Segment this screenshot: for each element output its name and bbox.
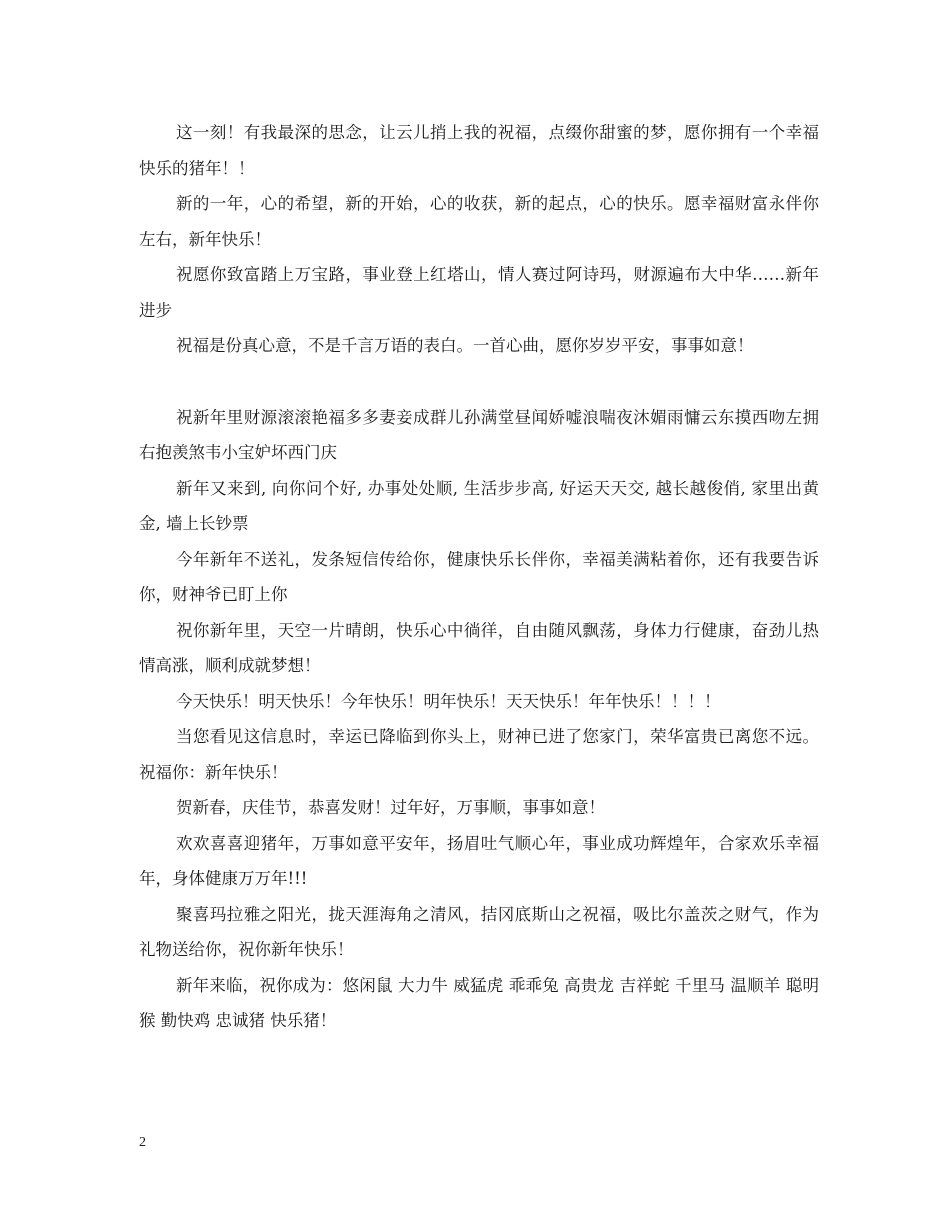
paragraph-3: 祝愿你致富踏上万宝路，事业登上红塔山，情人赛过阿诗玛，财源遍布大中华……新年进步 [139, 265, 819, 320]
paragraph-9: 今天快乐！明天快乐！今年快乐！明年快乐！天天快乐！年年快乐！！！！ [176, 691, 721, 711]
page-number: 2 [139, 1135, 146, 1150]
paragraph-1: 这一刻！有我最深的思念，让云儿捎上我的祝福，点缀你甜蜜的梦，愿你拥有一个幸福快乐的猪年！！ [139, 123, 819, 178]
paragraph-6: 新年又来到, 向你问个好, 办事处处顺, 生活步步高, 好运天天交, 越长越俊俏, 家里出黄金, 墙上长钞票 [139, 478, 819, 533]
paragraph-7: 今年新年不送礼，发条短信传给你，健康快乐长伴你，幸福美满粘着你，还有我要告诉你，财神爷已盯上你 [139, 549, 819, 604]
paragraph-8: 祝你新年里，天空一片晴朗，快乐心中徜徉，自由随风飘荡，身体力行健康，奋劲儿热情高涨，顺利成就梦想！ [139, 620, 819, 675]
paragraph-5: 祝新年里财源滚滚艳福多多妻妾成群儿孙满堂昼闻娇嘘浪喘夜沐媚雨慵云东摸西吻左拥右抱羡煞韦小宝妒坏西门庆 [139, 407, 819, 462]
paragraph-10: 当您看见这信息时，幸运已降临到你头上，财神已进了您家门，荣华富贵已离您不远。祝福你：新年快乐！ [139, 727, 819, 782]
paragraph-4: 祝福是份真心意，不是千言万语的表白。一首心曲，愿你岁岁平安，事事如意！ [176, 336, 754, 355]
paragraph-2: 新的一年，心的希望，新的开始，心的收获，新的起点，心的快乐。愿幸福财富永伴你左右，新年快乐！ [139, 194, 819, 249]
paragraph-12: 欢欢喜喜迎猪年，万事如意平安年，扬眉吐气顺心年，事业成功辉煌年，合家欢乐幸福年，身体健康万万年!!! [139, 833, 819, 888]
paragraph-14: 新年来临，祝你成为：悠闲鼠 大力牛 威猛虎 乖乖兔 高贵龙 吉祥蛇 千里马 温顺羊 聪明猴 勤快鸡 忠诚猪 快乐猪！ [139, 975, 819, 1030]
paragraph-13: 聚喜玛拉雅之阳光，拢天涯海角之清风，拮冈底斯山之祝福，吸比尔盖茨之财气，作为礼物送给你，祝你新年快乐！ [139, 904, 819, 959]
paragraph-11: 贺新春，庆佳节，恭喜发财！过年好，万事顺，事事如意！ [176, 798, 605, 817]
paragraph-gap [139, 364, 819, 400]
document-body [139, 115, 819, 1039]
